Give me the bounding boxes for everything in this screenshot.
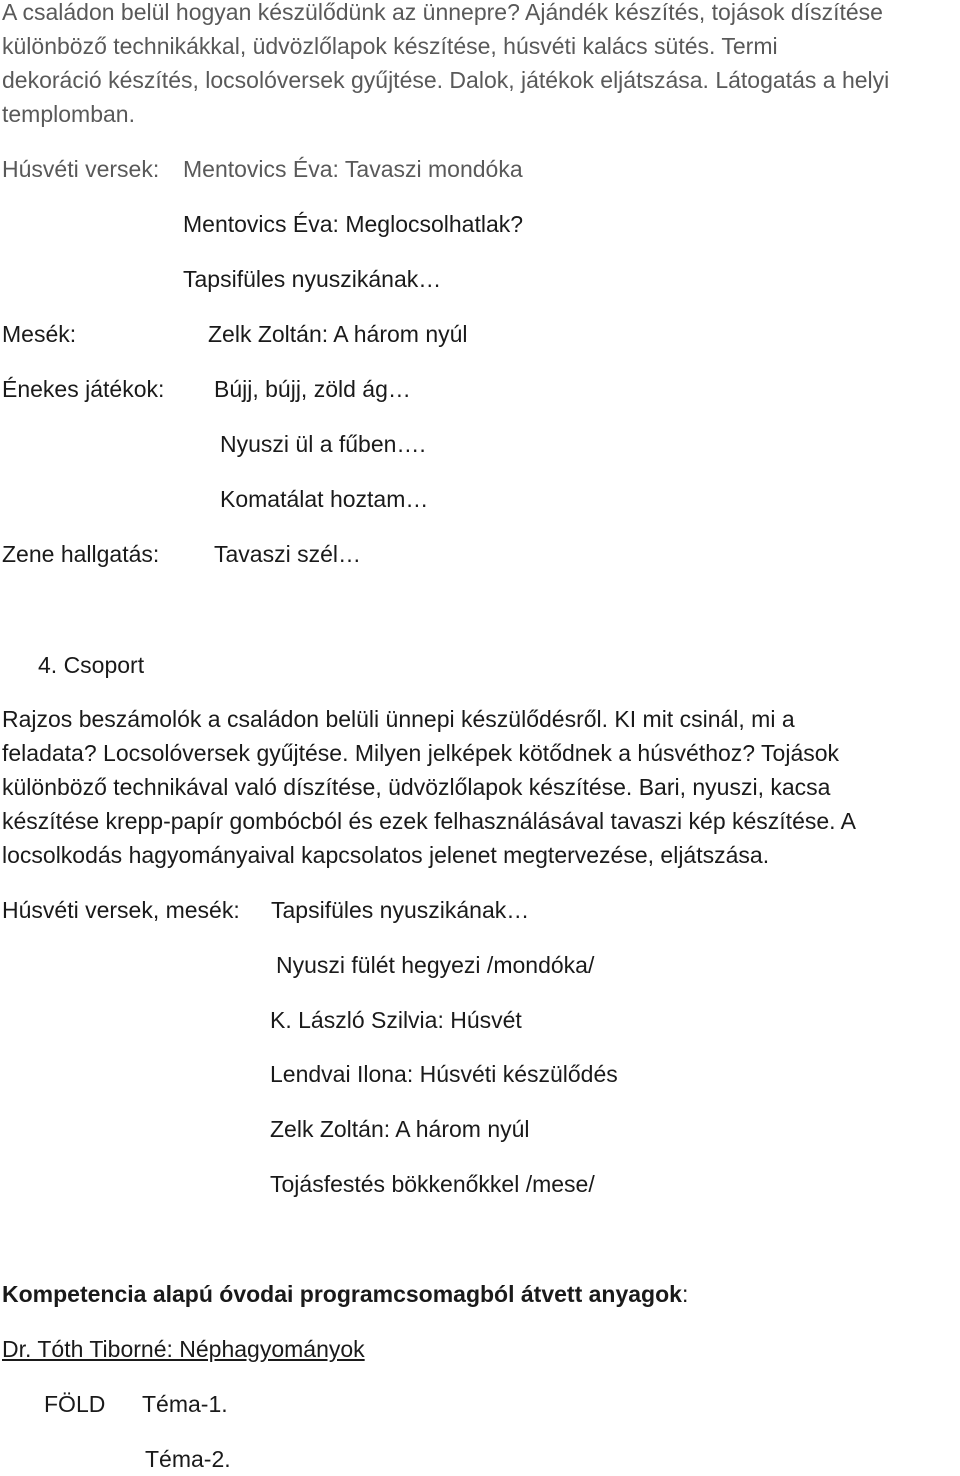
tema-item: Téma-1. bbox=[142, 1391, 228, 1417]
intro-line-3: dekoráció készítés, locsolóversek gyűjtése. Dalok, játékok eljátszása. Látogatás a helyi bbox=[2, 67, 890, 93]
kompetencia-heading-row bbox=[2, 1277, 688, 1311]
intro-line-2: különböző technikákkal, üdvözlőlapok készítése, húsvéti kalács sütés. Termi bbox=[2, 33, 778, 59]
vers-item: Tapsifüles nyuszikának… bbox=[183, 266, 442, 292]
vers-mese-item: Nyuszi fülét hegyezi /mondóka/ bbox=[276, 952, 595, 978]
intro-line-4: templomban. bbox=[2, 101, 135, 127]
vers-mese-item: Tapsifüles nyuszikának… bbox=[271, 897, 530, 923]
vers-item: Mentovics Éva: Meglocsolhatlak? bbox=[183, 211, 524, 237]
tema-item: Téma-2. bbox=[145, 1446, 231, 1472]
paragraph-line: locsolkodás hagyományaival kapcsolatos jelenet megtervezése, eljátszása. bbox=[2, 842, 770, 868]
mesek-label: Mesék: bbox=[2, 321, 77, 347]
zene-item: Tavaszi szél… bbox=[214, 541, 361, 567]
paragraph-line: különböző technikával való díszítése, üdvözlőlapok készítése. Bari, nyuszi, kacsa bbox=[2, 774, 831, 800]
versek-mesek-label: Húsvéti versek, mesék: bbox=[2, 897, 240, 923]
enekes-item: Nyuszi ül a fűben…. bbox=[220, 431, 426, 457]
kompetencia-colon: : bbox=[681, 1281, 689, 1307]
kompetencia-heading: Kompetencia alapú óvodai programcsomagból átvett anyagok bbox=[2, 1281, 682, 1307]
versek-label: Húsvéti versek: bbox=[2, 156, 160, 182]
group-heading: 4. Csoport bbox=[38, 652, 145, 678]
zene-label: Zene hallgatás: bbox=[2, 541, 160, 567]
fold-label: FÖLD bbox=[44, 1391, 106, 1417]
vers-mese-item: Tojásfestés bökkenőkkel /mese/ bbox=[270, 1171, 595, 1197]
intro-line-1: A családon belül hogyan készülődünk az ünnepre? Ajándék készítés, tojások díszítése bbox=[2, 0, 883, 25]
enekes-item: Komatálat hoztam… bbox=[220, 486, 429, 512]
paragraph-line: készítése krepp-papír gombócból és ezek felhasználásával tavaszi kép készítése. A bbox=[2, 808, 857, 834]
vers-mese-item: Zelk Zoltán: A három nyúl bbox=[270, 1116, 530, 1142]
paragraph-line: feladata? Locsolóversek gyűjtése. Milyen jelképek kötődnek a húsvéthoz? Tojások bbox=[2, 740, 840, 766]
vers-mese-item: K. László Szilvia: Húsvét bbox=[270, 1007, 522, 1033]
mese-item: Zelk Zoltán: A három nyúl bbox=[208, 321, 468, 347]
enekes-item: Bújj, bújj, zöld ág… bbox=[214, 376, 411, 402]
enekes-label: Énekes játékok: bbox=[2, 376, 165, 402]
author-link[interactable]: Dr. Tóth Tiborné: Néphagyományok bbox=[2, 1336, 365, 1362]
vers-item: Mentovics Éva: Tavaszi mondóka bbox=[183, 156, 523, 182]
paragraph-line: Rajzos beszámolók a családon belüli ünnepi készülődésről. KI mit csinál, mi a bbox=[2, 706, 795, 732]
vers-mese-item: Lendvai Ilona: Húsvéti készülődés bbox=[270, 1061, 618, 1087]
